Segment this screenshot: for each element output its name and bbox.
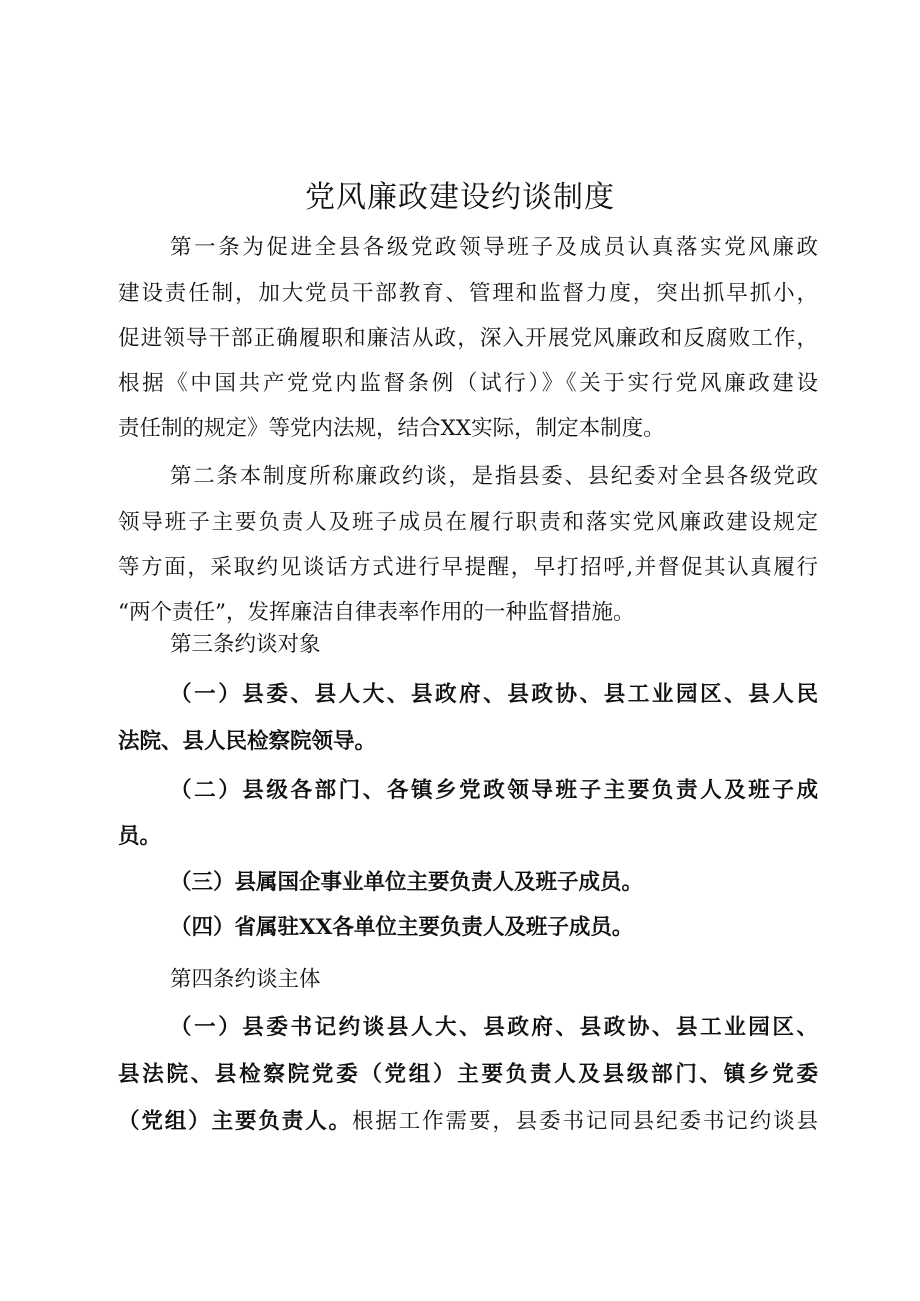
article-1-line: 促进领导干部正确履职和廉洁从政，深入开展党风廉政和反腐败工作， <box>118 326 818 351</box>
article-4-heading: 第四条约谈主体 <box>170 967 321 992</box>
article-1-line: 责任制的规定》等党内法规，结合XX实际，制定本制度。 <box>118 416 665 441</box>
article-3-item-line: （三）县属国企事业单位主要负责人及班子成员。 <box>170 870 644 895</box>
article-1-line: 建设责任制，加大党员干部教育、管理和监督力度，突出抓早抓小， <box>118 281 818 306</box>
article-4-item-line: 县法院、县检察院党委（党组）主要负责人及县级部门、镇乡党委 <box>118 1062 818 1087</box>
article-4-item-line: （一）县委书记约谈县人大、县政府、县政协、县工业园区、 <box>170 1015 818 1040</box>
article-3-item-line: （四）省属驻XX各单位主要负责人及班子成员。 <box>170 915 634 940</box>
article-2-line: 第二条本制度所称廉政约谈，是指县委、县纪委对全县各级党政 <box>170 464 818 489</box>
article-3-item-line: （一）县委、县人大、县政府、县政协、县工业园区、县人民 <box>170 682 818 707</box>
article-2-line: 领导班子主要负责人及班子成员在履行职责和落实党风廉政建设规定 <box>118 510 818 535</box>
article-3-item-line: 员。 <box>118 824 162 849</box>
article-1-line: 第一条为促进全县各级党政领导班子及成员认真落实党风廉政 <box>170 235 818 260</box>
article-4-item-normal-part: 根据工作需要，县委书记同县纪委书记约谈县 <box>351 1109 818 1134</box>
document-title: 党风廉政建设约谈制度 <box>305 180 615 215</box>
article-2-line: “两个责任”，发挥廉洁自律表率作用的一种监督措施。 <box>118 600 635 625</box>
article-3-heading: 第三条约谈对象 <box>170 632 321 657</box>
article-3-item-line: 法院、县人民检察院领导。 <box>118 729 377 754</box>
article-1-line: 根据《中国共产党党内监督条例（试行）》《关于实行党风廉政建设 <box>118 371 818 396</box>
article-4-item-line-mixed <box>118 1107 818 1137</box>
article-3-item-line: （二）县级各部门、各镇乡党政领导班子主要负责人及班子成 <box>170 778 818 803</box>
article-4-item-bold-part: （党组）主要负责人。 <box>118 1109 352 1134</box>
article-2-line: 等方面，采取约见谈话方式进行早提醒，早打招呼,并督促其认真履行 <box>118 555 818 580</box>
